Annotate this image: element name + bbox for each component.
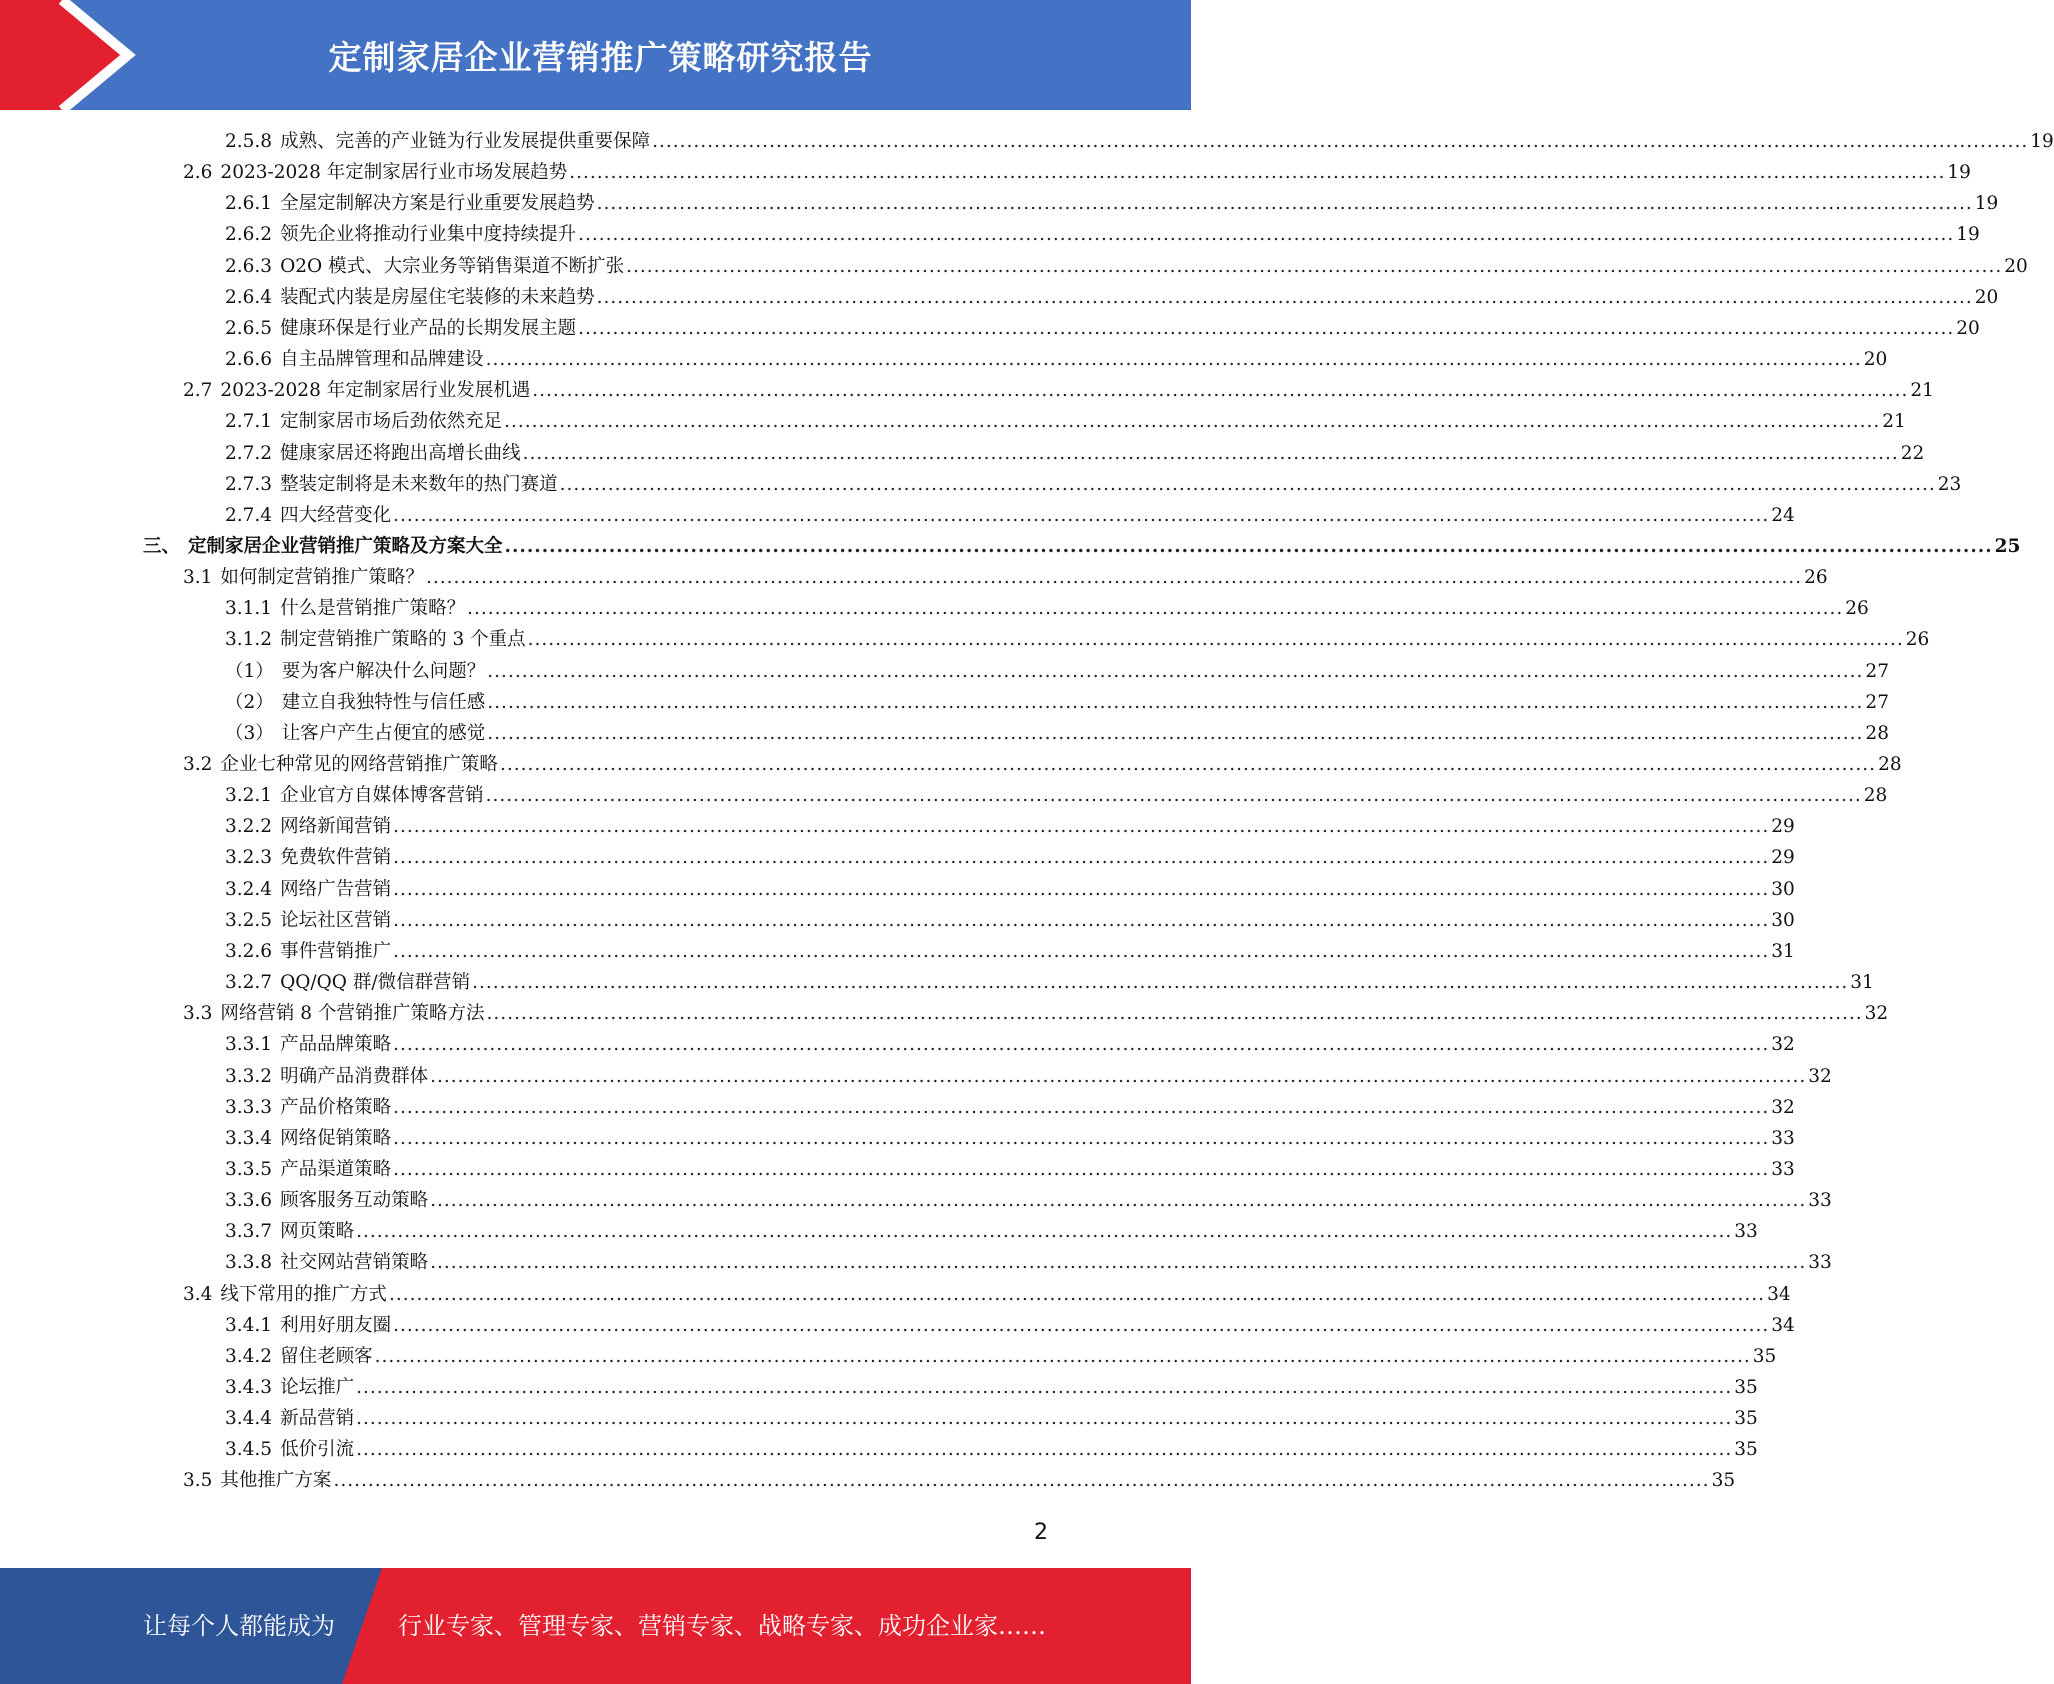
toc-entry-page: 26 <box>1905 629 1930 651</box>
toc-leader-dots: ........................................................................................................................................................................................................ <box>430 1190 1807 1212</box>
toc-entry-title: 领先企业将推动行业集中度持续提升 <box>280 224 577 246</box>
toc-leader-dots: ........................................................................................................................................................................................................ <box>393 504 1770 526</box>
toc-entry[interactable] <box>225 127 2054 157</box>
toc-entry[interactable] <box>225 1248 1832 1278</box>
toc-leader-dots: ........................................................................................................................................................................................................ <box>393 1314 1770 1336</box>
toc-entry-page: 30 <box>1771 878 1795 900</box>
toc-entry-number: 3.2.2 <box>225 816 273 838</box>
toc-leader-dots: ........................................................................................................................................................................................................ <box>425 567 1803 589</box>
toc-entry-title: 免费软件营销 <box>280 847 392 869</box>
toc-entry-number: 3.1.1 <box>225 598 273 620</box>
toc-entry-number: 3.2.3 <box>225 847 273 869</box>
toc-entry-number: （3） <box>225 722 274 744</box>
toc-entry-number: 2.6.3 <box>225 255 273 277</box>
toc-entry[interactable] <box>225 1062 1832 1092</box>
toc-entry-number: 3.3.2 <box>225 1065 273 1087</box>
toc-entry-title: 线下常用的推广方式 <box>220 1283 387 1305</box>
toc-leader-dots: ........................................................................................................................................................................................................ <box>487 660 1864 682</box>
toc-entry-page: 28 <box>1863 785 1888 807</box>
toc-entry[interactable] <box>183 750 1902 780</box>
toc-entry-title: 论坛推广 <box>280 1377 355 1398</box>
toc-entry-number: 3.3.7 <box>225 1221 273 1243</box>
toc-entry-page: 19 <box>1947 162 1971 184</box>
toc-entry-number: 2.7.3 <box>225 473 273 495</box>
toc-entry[interactable] <box>225 1155 1795 1185</box>
toc-entry-number: 3.2.5 <box>225 909 273 931</box>
toc-entry-page: 33 <box>1808 1252 1832 1274</box>
toc-entry[interactable] <box>225 407 1906 437</box>
toc-entry-page: 19 <box>1974 193 1999 215</box>
toc-entry-title: 如何制定营销推广策略？ <box>220 567 424 589</box>
toc-entry-title: 论坛社区营销 <box>280 909 392 931</box>
toc-leader-dots: ........................................................................................................................................................................................................ <box>578 224 1955 246</box>
toc-entry-title: 什么是营销推广策略？ <box>280 598 466 620</box>
toc-entry-number: 2.6.5 <box>225 317 273 339</box>
toc-entry[interactable] <box>183 158 1971 188</box>
toc-entry-page: 33 <box>1734 1221 1758 1243</box>
toc-entry-page: 21 <box>1910 380 1934 402</box>
toc-leader-dots: ........................................................................................................................................................................................................ <box>393 1158 1770 1180</box>
toc-entry-number: 3.2.7 <box>225 972 273 994</box>
toc-entry[interactable] <box>225 1186 1832 1216</box>
toc-entry-number: 3.3.1 <box>225 1034 273 1056</box>
toc-entry[interactable] <box>225 1373 1758 1403</box>
toc-entry-title: 留住老顾客 <box>280 1345 373 1367</box>
toc-entry-page: 20 <box>2004 255 2028 277</box>
toc-entry-title: 产品渠道策略 <box>280 1158 392 1180</box>
toc-entry-title: 定制家居企业营销推广策略及方案大全 <box>188 535 503 557</box>
toc-entry-number: （2） <box>225 691 274 713</box>
toc-entry[interactable] <box>225 1435 1758 1465</box>
toc-entry-page: 21 <box>1882 411 1906 433</box>
toc-entry[interactable] <box>183 376 1934 406</box>
toc-entry-number: 3.4.5 <box>225 1439 273 1461</box>
toc-leader-dots: ........................................................................................................................................................................................................ <box>374 1345 1751 1367</box>
toc-leader-dots: ........................................................................................................................................................................................................ <box>393 847 1770 869</box>
toc-entry-page: 26 <box>1845 598 1869 620</box>
toc-leader-dots: ........................................................................................................................................................................................................ <box>486 1003 1863 1025</box>
toc-entry[interactable] <box>225 937 1795 967</box>
toc-entry[interactable] <box>225 439 1925 469</box>
toc-entry[interactable] <box>183 563 1828 593</box>
page-header <box>0 0 1191 110</box>
toc-entry-number: 2.7 <box>183 380 213 402</box>
toc-entry[interactable] <box>225 875 1795 905</box>
toc-entry-page: 19 <box>1956 224 1980 246</box>
toc-leader-dots: ........................................................................................................................................................................................................ <box>652 131 2029 152</box>
toc-entry[interactable] <box>225 1093 1795 1123</box>
toc-leader-dots: ........................................................................................................................................................................................................ <box>504 411 1881 433</box>
toc-entry-number: 2.7.2 <box>225 442 273 464</box>
toc-entry-page: 32 <box>1864 1003 1889 1025</box>
toc-entry-number: 3.2.4 <box>225 878 273 900</box>
toc-entry-title: O2O 模式、大宗业务等销售渠道不断扩张 <box>280 255 625 277</box>
toc-leader-dots: ........................................................................................................................................................................................................ <box>356 1439 1733 1461</box>
toc-entry-number: 3.3.5 <box>225 1158 273 1180</box>
toc-entry-page: 33 <box>1771 1158 1795 1180</box>
toc-entry[interactable] <box>225 594 1869 624</box>
toc-entry[interactable] <box>225 189 1999 219</box>
toc-entry[interactable] <box>225 1030 1795 1060</box>
toc-entry-title: 明确产品消费群体 <box>280 1065 429 1087</box>
toc-leader-dots: ........................................................................................................................................................................................................ <box>430 1065 1807 1087</box>
toc-entry[interactable] <box>183 999 1889 1029</box>
toc-entry-number: 2.6.6 <box>225 349 273 371</box>
toc-entry-number: 3.5 <box>183 1470 213 1492</box>
toc-leader-dots: ........................................................................................................................................................................................................ <box>522 442 1899 464</box>
toc-leader-dots: ........................................................................................................................................................................................................ <box>504 535 1993 557</box>
toc-entry[interactable] <box>143 532 2021 562</box>
toc-entry-page: 33 <box>1808 1190 1832 1212</box>
toc-leader-dots: ........................................................................................................................................................................................................ <box>527 629 1904 651</box>
toc-entry-page: 29 <box>1771 816 1795 838</box>
toc-leader-dots: ........................................................................................................................................................................................................ <box>356 1408 1733 1430</box>
toc-entry-number: 3.3.6 <box>225 1190 273 1212</box>
toc-entry-title: 网络营销 8 个营销推广策略方法 <box>220 1003 485 1025</box>
toc-entry-number: 3.4.4 <box>225 1408 273 1430</box>
toc-entry-page: 35 <box>1752 1345 1777 1367</box>
toc-entry-title: 网络新闻营销 <box>280 816 392 838</box>
toc-entry-title: 四大经营变化 <box>280 504 392 526</box>
toc-entry-number: 3.3.8 <box>225 1252 273 1274</box>
toc-entry-title: 健康家居还将跑出高增长曲线 <box>280 442 521 464</box>
toc-entry[interactable] <box>225 1342 1777 1372</box>
toc-entry-title: 利用好朋友圈 <box>280 1314 392 1336</box>
toc-entry[interactable] <box>225 1124 1795 1154</box>
toc-entry-number: 3.3.4 <box>225 1127 273 1149</box>
toc-entry-title: 网络促销策略 <box>280 1127 392 1149</box>
toc-leader-dots: ........................................................................................................................................................................................................ <box>487 691 1864 713</box>
toc-entry-title: 健康环保是行业产品的长期发展主题 <box>280 317 577 339</box>
toc-entry-title: 网络广告营销 <box>280 878 392 900</box>
toc-entry-number: 3.4.1 <box>225 1314 273 1336</box>
toc-leader-dots: ........................................................................................................................................................................................................ <box>393 909 1770 931</box>
toc-entry[interactable] <box>225 1311 1795 1341</box>
toc-entry[interactable] <box>225 345 1888 375</box>
toc-entry-page: 32 <box>1771 1096 1795 1118</box>
toc-entry[interactable] <box>225 1217 1758 1247</box>
toc-entry-page: 35 <box>1734 1439 1758 1461</box>
toc-entry-page: 32 <box>1771 1034 1795 1056</box>
toc-leader-dots: ........................................................................................................................................................................................................ <box>393 1096 1770 1118</box>
toc-entry-page: 35 <box>1711 1470 1736 1492</box>
toc-entry-title: 事件营销推广 <box>280 940 392 962</box>
footer-slogan-left: 让每个人都能成为 <box>143 1612 335 1640</box>
toc-leader-dots: ........................................................................................................................................................................................................ <box>532 380 1909 402</box>
toc-entry[interactable] <box>225 781 1888 811</box>
toc-entry-page: 34 <box>1771 1314 1795 1336</box>
toc-entry-title: 2023-2028 年定制家居行业发展机遇 <box>220 380 531 402</box>
toc-entry[interactable] <box>225 812 1795 842</box>
toc-entry-title: 定制家居市场后劲依然充足 <box>280 411 503 433</box>
toc-leader-dots: ........................................................................................................................................................................................................ <box>356 1221 1733 1243</box>
toc-leader-dots: ........................................................................................................................................................................................................ <box>393 1127 1770 1149</box>
toc-entry-page: 24 <box>1771 504 1795 526</box>
toc-entry-page: 20 <box>1956 317 1980 339</box>
toc-entry-number: 3.1.2 <box>225 629 273 651</box>
toc-entry-page: 20 <box>1863 349 1888 371</box>
toc-entry[interactable] <box>225 252 2028 282</box>
toc-entry-title: 整装定制将是未来数年的热门赛道 <box>280 473 558 495</box>
toc-entry-number: 3.1 <box>183 567 213 589</box>
toc-entry-number: 3.3 <box>183 1003 213 1025</box>
toc-leader-dots: ........................................................................................................................................................................................................ <box>356 1377 1733 1398</box>
toc-entry-number: 2.7.4 <box>225 504 273 526</box>
toc-entry-title: 新品营销 <box>280 1408 355 1430</box>
toc-entry-number: 2.6.1 <box>225 193 273 215</box>
toc-leader-dots: ........................................................................................................................................................................................................ <box>393 1034 1770 1056</box>
toc-leader-dots: ........................................................................................................................................................................................................ <box>485 349 1862 371</box>
toc-leader-dots: ........................................................................................................................................................................................................ <box>578 317 1955 339</box>
document-title: 定制家居企业营销推广策略研究报告 <box>328 37 873 77</box>
toc-entry-title: 让客户产生占便宜的感觉 <box>281 722 486 744</box>
toc-leader-dots: ........................................................................................................................................................................................................ <box>393 878 1770 900</box>
toc-entry-page: 31 <box>1771 940 1795 962</box>
toc-entry-number: （1） <box>225 660 274 682</box>
toc-entry-title: 成熟、完善的产业链为行业发展提供重要保障 <box>280 131 651 152</box>
toc-leader-dots: ........................................................................................................................................................................................................ <box>596 286 1973 308</box>
toc-entry-page: 29 <box>1771 847 1795 869</box>
toc-entry-page: 27 <box>1865 660 1889 682</box>
toc-leader-dots: ........................................................................................................................................................................................................ <box>485 785 1862 807</box>
toc-entry-number: 3.4.3 <box>225 1377 273 1398</box>
toc-leader-dots: ........................................................................................................................................................................................................ <box>472 972 1849 994</box>
toc-entry[interactable] <box>225 843 1795 873</box>
toc-entry-number: 3.2.6 <box>225 940 273 962</box>
toc-entry-number: 2.6.2 <box>225 224 273 246</box>
toc-entry-page: 22 <box>1900 442 1925 464</box>
toc-entry[interactable] <box>225 906 1795 936</box>
toc-entry-title: 企业七种常见的网络营销推广策略 <box>220 754 498 775</box>
toc-entry[interactable] <box>225 501 1795 531</box>
toc-entry[interactable] <box>183 1280 1791 1310</box>
toc-entry[interactable] <box>225 220 1980 250</box>
toc-entry-title: 网页策略 <box>280 1221 355 1243</box>
toc-leader-dots: ........................................................................................................................................................................................................ <box>388 1283 1766 1305</box>
toc-entry[interactable] <box>225 968 1874 998</box>
toc-entry-page: 28 <box>1865 722 1889 744</box>
toc-entry-number: 三、 <box>143 535 181 557</box>
toc-entry-title: QQ/QQ 群/微信群营销 <box>280 972 471 994</box>
toc-entry[interactable] <box>225 719 1889 749</box>
toc-entry-number: 2.6.4 <box>225 286 273 308</box>
toc-leader-dots: ........................................................................................................................................................................................................ <box>499 754 1877 775</box>
toc-leader-dots: ........................................................................................................................................................................................................ <box>559 473 1936 495</box>
toc-leader-dots: ........................................................................................................................................................................................................ <box>393 816 1770 838</box>
toc-entry-number: 2.5.8 <box>225 131 273 152</box>
toc-entry-page: 32 <box>1808 1065 1832 1087</box>
toc-entry-page: 23 <box>1937 473 1962 495</box>
toc-entry-title: 产品品牌策略 <box>280 1034 392 1056</box>
toc-entry-page: 19 <box>2030 131 2054 152</box>
toc-entry-page: 28 <box>1878 754 1902 775</box>
toc-entry-page: 20 <box>1974 286 1999 308</box>
toc-leader-dots: ........................................................................................................................................................................................................ <box>430 1252 1807 1274</box>
toc-entry-page: 33 <box>1771 1127 1795 1149</box>
toc-entry-page: 35 <box>1734 1408 1758 1430</box>
toc-leader-dots: ........................................................................................................................................................................................................ <box>596 193 1973 215</box>
toc-entry-number: 3.2 <box>183 754 213 775</box>
toc-entry-title: 装配式内装是房屋住宅装修的未来趋势 <box>280 286 595 308</box>
toc-leader-dots: ........................................................................................................................................................................................................ <box>569 162 1946 184</box>
toc-entry[interactable] <box>183 1466 1736 1496</box>
toc-entry[interactable] <box>225 657 1889 687</box>
toc-entry-title: 要为客户解决什么问题？ <box>281 660 486 682</box>
toc-entry-page: 26 <box>1804 567 1828 589</box>
toc-entry-number: 2.6 <box>183 162 213 184</box>
toc-entry-title: 2023-2028 年定制家居行业市场发展趋势 <box>220 162 568 184</box>
page-number: 2 <box>1034 1520 1048 1545</box>
toc-entry-title: 全屋定制解决方案是行业重要发展趋势 <box>280 193 595 215</box>
toc-entry-number: 3.3.3 <box>225 1096 273 1118</box>
toc-entry-title: 建立自我独特性与信任感 <box>281 691 486 713</box>
toc-entry-page: 27 <box>1865 691 1889 713</box>
toc-leader-dots: ........................................................................................................................................................................................................ <box>487 722 1864 744</box>
toc-entry[interactable] <box>225 470 1962 500</box>
toc-entry-title: 企业官方自媒体博客营销 <box>280 785 484 807</box>
page-footer <box>0 1568 1191 1684</box>
toc-entry-title: 制定营销推广策略的 3 个重点 <box>280 629 526 651</box>
toc-entry[interactable] <box>225 1404 1758 1434</box>
toc-entry-page: 25 <box>1994 535 2021 557</box>
footer-slogan-right: 行业专家、管理专家、营销专家、战略专家、成功企业家…… <box>398 1612 1046 1640</box>
toc-entry-number: 3.4.2 <box>225 1345 273 1367</box>
toc-entry-page: 30 <box>1771 909 1795 931</box>
toc-entry[interactable] <box>225 625 1930 655</box>
toc-entry-title: 顾客服务互动策略 <box>280 1190 429 1212</box>
toc-entry[interactable] <box>225 314 1980 344</box>
toc-entry[interactable] <box>225 283 1999 313</box>
toc-entry-number: 3.4 <box>183 1283 213 1305</box>
toc-entry-page: 35 <box>1734 1377 1758 1398</box>
toc-entry-number: 2.7.1 <box>225 411 273 433</box>
toc-leader-dots: ........................................................................................................................................................................................................ <box>333 1470 1710 1492</box>
toc-leader-dots: ........................................................................................................................................................................................................ <box>467 598 1844 620</box>
toc-leader-dots: ........................................................................................................................................................................................................ <box>626 255 2003 277</box>
toc-leader-dots: ........................................................................................................................................................................................................ <box>393 940 1770 962</box>
toc-entry-title: 社交网站营销策略 <box>280 1252 429 1274</box>
toc-entry-title: 自主品牌管理和品牌建设 <box>280 349 484 371</box>
toc-entry-title: 其他推广方案 <box>220 1470 332 1492</box>
toc-entry[interactable] <box>225 688 1889 718</box>
toc-entry-page: 31 <box>1850 972 1874 994</box>
toc-entry-number: 3.2.1 <box>225 785 273 807</box>
toc-entry-title: 低价引流 <box>280 1439 355 1461</box>
toc-entry-page: 34 <box>1767 1283 1791 1305</box>
toc-entry-title: 产品价格策略 <box>280 1096 392 1118</box>
